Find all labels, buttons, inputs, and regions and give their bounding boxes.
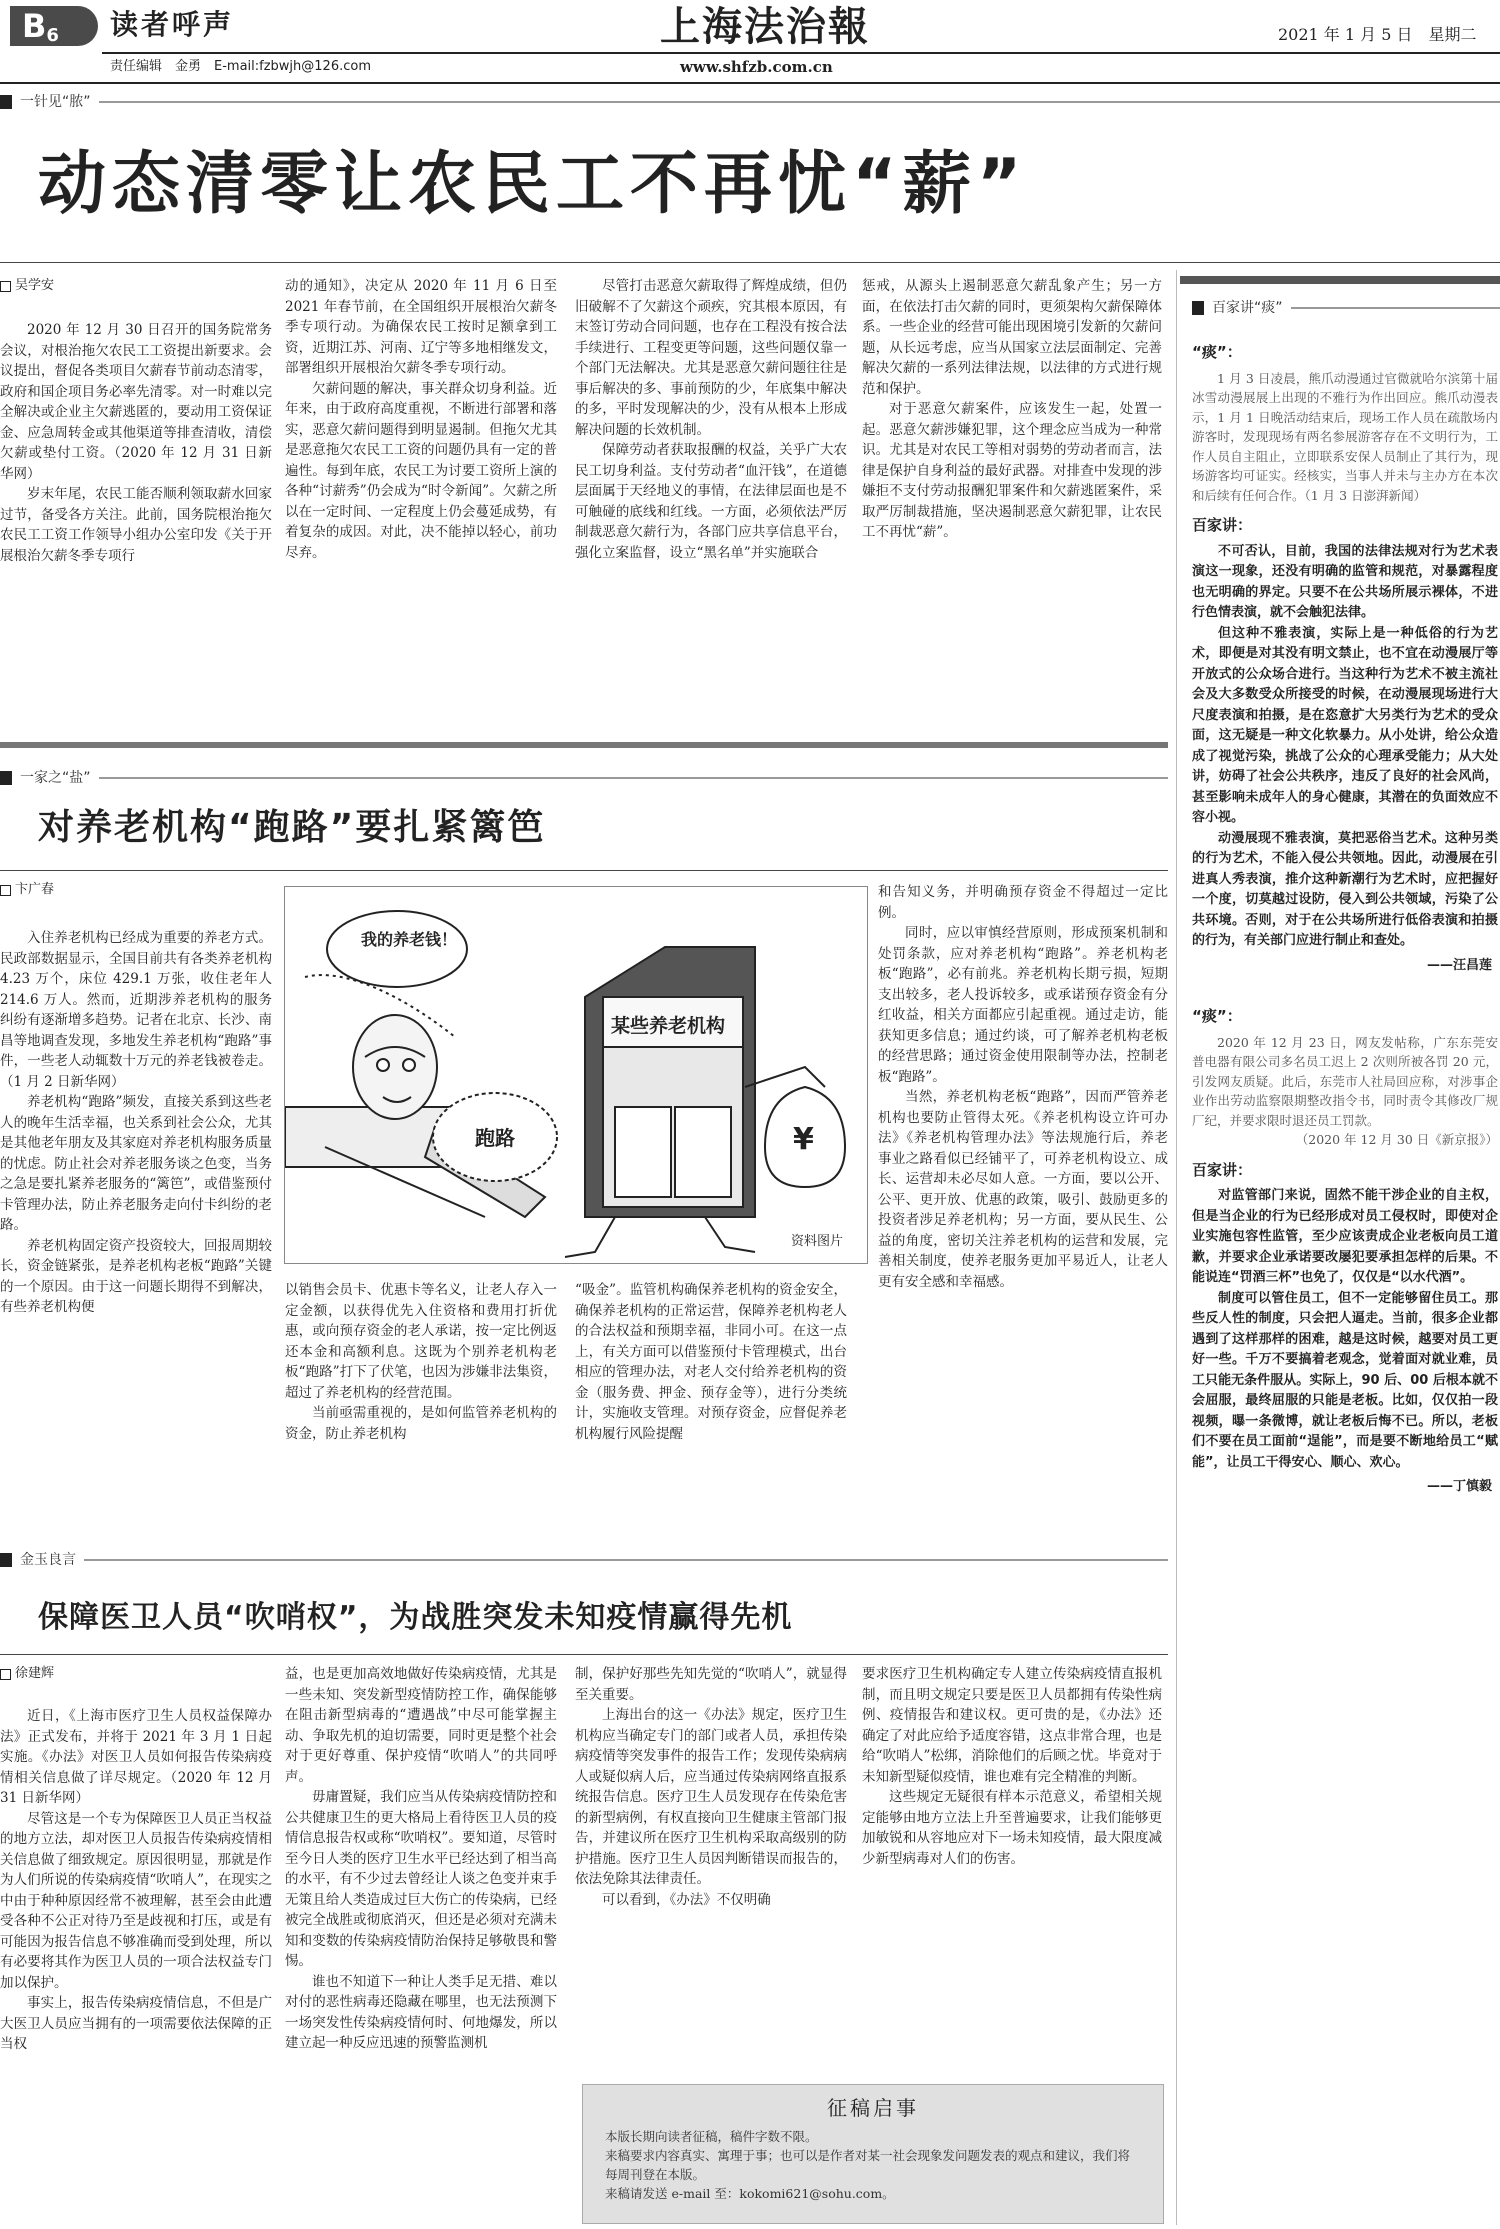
a1-column-2 bbox=[285, 276, 557, 750]
page-header bbox=[0, 0, 1500, 86]
a2-illustration bbox=[284, 886, 868, 1264]
cartoon-svg bbox=[285, 887, 869, 1265]
a2-byline bbox=[0, 880, 54, 901]
a2-paragraph: 和告知义务，并明确预存资金不得超过一定比例。 bbox=[878, 884, 1168, 921]
byline-square bbox=[0, 1669, 11, 1680]
a2-title: 对养老机构“跑路”要扎紧篱笆 bbox=[38, 807, 546, 848]
a3-column-1 bbox=[0, 1706, 272, 2226]
site-url: www.shfzb.com.cn bbox=[680, 58, 833, 76]
a1-author: 吴学安 bbox=[15, 278, 55, 293]
a2-title-rule bbox=[0, 870, 1168, 871]
a1-title: 动态清零让农民工不再忧“薪” bbox=[38, 145, 1028, 224]
sidebar-signature-1: ——汪昌莲 bbox=[1426, 957, 1492, 973]
a1-paragraph: 惩戒，从源头上遏制恶意欠薪乱象产生；另一方面，在依法打击欠薪的同时，更须架构欠薪保障体系。一些企业的经营可能出现困境引发新的欠薪问题，从长远考虑，应当从国家立法层面制定、完善解决欠薪的一系列法律法规，以法律的方式进行规范和保护。 bbox=[862, 278, 1162, 397]
cartoon-run-text: 跑路 bbox=[475, 1126, 515, 1150]
a3-column-3 bbox=[575, 1664, 847, 2084]
sidebar-top-rule bbox=[1180, 276, 1500, 284]
kicker-rule bbox=[84, 1559, 1168, 1561]
sidebar-comment-paragraph: 制度可以管住员工，但不一定能够留住员工。那些反人性的制度，只会把人逼走。当前，很多企业都遇到了这样那样的困难，越是这时候，越要对员工更好一些。千万不要搞着老观念，觉着面对就业难，员工只能无条件服从。实际上，90 后、00 后根本就不会屈服，最终屈服的只能是老板。比如，仅仅拍一段视频，曝一条微博，就让老板后悔不已。所以，老板们不要在员工面前“逞能”，而是要不断地给员工“赋能”，让员工干得安心、顺心、欢心。 bbox=[1192, 1290, 1498, 1470]
a3-paragraph: 事实上，报告传染病疫情信息，不但是广大医卫人员应当拥有的一项需要依法保障的正当权 bbox=[0, 1995, 272, 2052]
sidebar-kicker bbox=[1192, 298, 1500, 319]
a2-paragraph: 养老机构固定资产投资较大，回报周期较长，资金链紧张，是养老机构老板“跑路”关键的一个原因。由于这一问题长期得不到解决，有些养老机构便 bbox=[0, 1237, 272, 1315]
a3-title-rule bbox=[0, 1654, 1168, 1655]
a3-kicker-text: 金玉良言 bbox=[20, 1552, 76, 1568]
a3-paragraph: 可以看到，《办法》不仅明确 bbox=[602, 1891, 771, 1908]
a2-column-2 bbox=[285, 1280, 557, 1506]
sidebar-comment-2 bbox=[1192, 1186, 1498, 1473]
a3-column-4 bbox=[862, 1664, 1162, 2064]
sidebar-divider bbox=[1176, 270, 1177, 2225]
sidebar-quote-2-source: （2020 年 12 月 30 日《新京报》） bbox=[1295, 1132, 1498, 1147]
notice-paragraph: 来稿请发送 e-mail 至：kokomi621@sohu.com。 bbox=[605, 2186, 895, 2201]
sidebar-kicker-text: 百家讲“痰” bbox=[1212, 300, 1283, 316]
a2-paragraph: 同时，应以审慎经营原则，形成预案机制和处罚条款，应对养老机构“跑路”。养老机构老板“跑路”，必有前兆。养老机构长期亏损，短期支出较多，老人投诉较多，或承诺预存资金有分红收益，相关方面都应引起重视。通过走访，能获知更多信息；通过约谈，可了解养老机构老板的经营思路；通过资金使用限制等办法，控制老板“跑路”。 bbox=[878, 925, 1168, 1085]
a3-paragraph: 制，保护好那些先知先觉的“吹哨人”，就显得至关重要。 bbox=[575, 1666, 847, 1703]
page-num: 6 bbox=[46, 25, 59, 46]
notice-paragraph: 来稿要求内容真实、寓理于事；也可以是作者对某一社会现象发问题发表的观点和建议，我们将每周刊登在本版。 bbox=[605, 2148, 1131, 2182]
a1-paragraph: 保障劳动者获取报酬的权益，关乎广大农民工切身利益。支付劳动者“血汗钱”，在道德层面属于天经地义的事情，在法律层面也是不可触碰的底线和红线。一方面，必须依法严厉制裁恶意欠薪行为，各部门应共享信息平台，强化立案监督，设立“黑名单”并实施联合 bbox=[575, 442, 847, 561]
issue-date: 2021 年 1 月 5 日 星期二 bbox=[1278, 25, 1477, 44]
kicker-block bbox=[0, 1553, 12, 1567]
a2-column-4 bbox=[878, 882, 1168, 1506]
notice-title: 征稿启事 bbox=[827, 2096, 919, 2120]
a3-kicker bbox=[0, 1550, 1168, 1571]
editor-line: 责任编辑 金勇 E-mail:fzbwjh@126.com bbox=[110, 59, 371, 74]
sidebar-head-4: 百家讲： bbox=[1192, 1160, 1253, 1179]
a1-title-rule bbox=[0, 262, 1500, 263]
sidebar-head-1: “痰”： bbox=[1192, 343, 1242, 361]
notice-box bbox=[582, 2084, 1164, 2224]
sidebar-quote-2: 2020 年 12 月 23 日，网友发帖称，广东东莞安普电器有限公司多名员工迟上 2 次则所被各罚 20 元，引发网友质疑。此后，东莞市人社局回应称，对涉事企业作出劳动监察限期整改指令书，同时责令其修改厂规厂纪，并要求限时退还员工罚款。 bbox=[1192, 1034, 1498, 1128]
a1-paragraph: 尽管打击恶意欠薪取得了辉煌成绩，但仍旧破解不了欠薪这个顽疾，究其根本原因，有末签订劳动合同问题，也存在工程没有按合法手续进行、工程变更等问题，这些问题仅靠一个部门无法解决。尤其是恶意欠薪问题往往是事后解决的多、事前预防的少，年底集中解决的多，平时发现解决的少，没有从根本上形成解决问题的长效机制。 bbox=[575, 278, 847, 438]
kicker-rule bbox=[99, 101, 1500, 103]
paper-name-logo: 上海法治報 bbox=[660, 3, 870, 50]
a2-paragraph: 以销售会员卡、优惠卡等名义，让老人存入一定金额，以获得优先入住资格和费用打折优惠，或向预存资金的老人承诺，按一定比例返还本金和高额利息。这既为个别养老机构老板“跑路”打下了伏笔，也因为涉嫌非法集资，超过了养老机构的经营范围。 bbox=[285, 1282, 557, 1401]
a1-byline bbox=[0, 276, 54, 297]
a3-paragraph: 尽管这是一个专为保障医卫人员正当权益的地方立法，却对医卫人员报告传染病疫情相关信息做了细致规定。原因很明显，那就是作为人们所说的传染病疫情“吹哨人”，在现实之中由于种种原因经常不被理解，甚至会由此遭受各种不公正对待乃至是歧视和打压，或是有可能因为报告信息不够准确而受到处理，所以有必要将其作为医卫人员的一项合法权益专门加以保护。 bbox=[0, 1810, 272, 1991]
sidebar-content bbox=[1192, 332, 1498, 2226]
a2-author: 卞广春 bbox=[15, 882, 55, 897]
a3-paragraph: 上海出台的这一《办法》规定，医疗卫生机构应当确定专门的部门或者人员，承担传染病疫情等突发事件的报告工作；发现传染病病人或疑似病人后，应当通过传染病网络直报系统报告信息。医疗卫生人员发现存在传染危害的新型病例，有权直接向卫生健康主管部门报告，并建议所在医疗卫生机构采取高级别的防护措施。医疗卫生人员因判断错误而报告的，依法免除其法律责任。 bbox=[575, 1707, 847, 1887]
a3-paragraph: 谁也不知道下一种让人类手足无措、难以对付的恶性病毒还隐藏在哪里，也无法预测下一场突发性传染病疫情何时、何地爆发，所以建立起一种反应迅速的预警监测机 bbox=[285, 1973, 557, 2051]
byline-square bbox=[0, 885, 11, 896]
page-number-badge bbox=[10, 6, 98, 46]
sidebar-comment-paragraph: 不可否认，目前，我国的法律法规对行为艺术表演这一现象，还没有明确的监管和规范，对暴露程度也无明确的界定。只要不在公共场所展示裸体，不进行色情表演，就不会触犯法律。 bbox=[1192, 543, 1498, 620]
page-letter: B bbox=[22, 7, 47, 45]
cartoon-bubble-text: 我的养老钱！ bbox=[361, 930, 458, 949]
a3-paragraph: 毋庸置疑，我们应当从传染病疫情防控和公共健康卫生的更大格局上看待医卫人员的疫情信息报告权或称“吹哨权”。要知道，尽管时至今日人类的医疗卫生水平已经达到了相当高的水平，有不少过去曾经让人谈之色变并束手无策且给人类造成过巨大伤亡的传染病，已经被完全战胜或彻底消灭，但还是必须对充满未知和变数的传染病疫情防治保持足够敬畏和警惕。 bbox=[285, 1789, 557, 1969]
kicker-rule bbox=[1291, 307, 1500, 309]
sidebar-signature-2: ——丁慎毅 bbox=[1426, 1479, 1492, 1494]
header-rule bbox=[102, 52, 1500, 54]
sidebar-head-3: “痰”： bbox=[1192, 1007, 1242, 1025]
a2-kicker bbox=[0, 768, 1168, 789]
a1-paragraph: 欠薪问题的解决，事关群众切身利益。近年来，由于政府高度重视，不断进行部署和落实，恶意欠薪问题得到明显遏制。但拖欠尤其是恶意拖欠农民工工资的问题仍具有一定的普遍性。每到年底，农民工为讨要工资所上演的各种“讨薪秀”仍会成为“时令新闻”。欠薪之所以在一定时间、一定程度上仍会蔓延成势，有着复杂的成因。对此，决不能掉以轻心，前功尽弃。 bbox=[285, 380, 557, 561]
sidebar-quote-1: 1 月 3 日凌晨，熊爪动漫通过官微就哈尔滨第十届冰雪动漫展展上出现的不雅行为作出回应。熊爪动漫表示，1 月 1 日晚活动结束后，现场工作人员在疏散场内游客时，发现现场有两名参展游客存在不文明行为，工作人员自主阻止，立即联系安保人员制止了其行为，现场游客均可证实。经核实，当事人并未与主办方在本次和后续有任何合作。（1 月 3 日澎湃新闻） bbox=[1192, 370, 1498, 503]
kicker-block bbox=[0, 771, 12, 785]
sidebar-head-2: 百家讲： bbox=[1192, 516, 1253, 534]
section-divider-1 bbox=[0, 742, 1168, 748]
a2-column-3 bbox=[575, 1280, 847, 1506]
a2-caption: 资料图片 bbox=[791, 1234, 844, 1249]
a1-paragraph: 岁末年尾，农民工能否顺利领取薪水回家过节，备受各方关注。此前，国务院根治拖欠农民工工资工作领导小组办公室印发《关于开展根治欠薪冬季专项行 bbox=[0, 486, 272, 564]
a2-paragraph: 入住养老机构已经成为重要的养老方式。民政部数据显示，全国目前共有各类养老机构 4.23 万个，床位 429.1 万张，收住老年人 214.6 万人。然而，近期涉养老机构的服务纠纷有逐渐增多趋势。记者在北京、长沙、南昌等地调查发现，多地发生养老机构“跑路”事件，一些老人动辄数十万元的养老钱被卷走。（1 月 2 日新华网） bbox=[0, 930, 272, 1090]
a1-kicker bbox=[0, 92, 1500, 113]
a2-paragraph: 当然，养老机构老板“跑路”，因而严管养老机构也要防止管得太死。《养老机构设立许可办法》《养老机构管理办法》等法规施行后，养老事业之路看似已经铺平了，可养老机构设立、成长、运营却未必尽如人意。一方面，要以公开、公平、更开放、优惠的政策，吸引、鼓励更多的投资者涉足养老机构；另一方面，要从民生、公益的角度，密切关注养老机构的运营和发展，完善相关制度，使养老服务更加平易近人，让老人更有安全感和幸福感。 bbox=[878, 1089, 1168, 1290]
a1-paragraph: 2020 年 12 月 30 日召开的国务院常务会议，对根治拖欠农民工工资提出新要求。会议提出，督促各类项目欠薪春节前动态清零，政府和国企项目务必率先清零。对一时难以完全解决或企业主欠薪逃匿的，要动用工资保证金、应急周转金或其他渠道等排查清收，清偿欠薪或垫付工资。（2020 年 12 月 31 日新华网） bbox=[0, 322, 272, 482]
a3-paragraph: 益，也是更加高效地做好传染病疫情，尤其是一些未知、突发新型疫情防控工作，确保能够在阻击新型病毒的“遭遇战”中尽可能掌握主动、争取先机的迫切需要，同时更是整个社会对于更好尊重、保护疫情“吹哨人”的共同呼声。 bbox=[285, 1666, 557, 1785]
a3-paragraph: 这些规定无疑很有样本示范意义，希望相关规定能够由地方立法上升至普遍要求，让我们能够更加敏锐和从容地应对下一场未知疫情，最大限度减少新型病毒对人们的伤害。 bbox=[862, 1789, 1162, 1867]
kicker-block bbox=[1192, 301, 1204, 315]
a1-paragraph: 动的通知》，决定从 2020 年 11 月 6 日至 2021 年春节前，在全国组织开展根治欠薪冬季专项行动。为确保农民工按时足额拿到工资，近期江苏、河南、辽宁等多地相继发文，部署组织开展根治欠薪冬季专项行动。 bbox=[285, 278, 557, 376]
a2-paragraph: 当前亟需重视的，是如何监管养老机构的资金，防止养老机构 bbox=[285, 1405, 557, 1442]
header-rule-bottom bbox=[0, 82, 1500, 84]
a1-column-3 bbox=[575, 276, 847, 750]
a3-paragraph: 要求医疗卫生机构确定专人建立传染病疫情直报机制，而且明文规定只要是医卫人员都拥有传染性病例、疫情报告和建议权。更可贵的是，《办法》还确定了对此应给予适度容错，这点非常合理，也是给“吹哨人”松绑，消除他们的后顾之忧。毕竟对于未知新型疑似疫情，谁也难有完全精准的判断。 bbox=[862, 1666, 1162, 1785]
a1-column-4 bbox=[862, 276, 1162, 750]
sidebar-comment-paragraph: 动漫展现不雅表演，莫把恶俗当艺术。这种另类的行为艺术，不能入侵公共领地。因此，动漫展在引进真人秀表演，推介这种新潮行为艺术时，应把握好一个度，切莫越过设防，侵入到公共领域，污染了公共环境。否则，对于在公共场所进行低俗表演和拍摄的行为，有关部门应进行制止和查处。 bbox=[1192, 830, 1498, 948]
sidebar-comment-1 bbox=[1192, 542, 1498, 952]
a3-paragraph: 近日，《上海市医疗卫生人员权益保障办法》正式发布，并将于 2021 年 3 月 1 日起实施。《办法》对医卫人员如何报告传染病疫情相关信息做了详尽规定。（2020 年 12 月 31 日新华网） bbox=[0, 1708, 272, 1806]
kicker-rule bbox=[99, 777, 1168, 779]
a3-column-2 bbox=[285, 1664, 557, 2226]
a2-paragraph: “吸金”。监管机构确保养老机构的资金安全，确保养老机构的正常运营，保障养老机构老人的合法权益和预期幸福，非同小可。在这一点上，有关方面可以借鉴预付卡管理模式，出台相应的管理办法，对老人交付给养老机构的资金（服务费、押金、预存金等），进行分类统计，实施收支管理。对预存资金，应督促养老机构履行风险提醒 bbox=[575, 1282, 847, 1442]
a2-paragraph: 养老机构“跑路”频发，直接关系到这些老人的晚年生活幸福，也关系到社会公众，尤其是其他老年朋友及其家庭对养老机构服务质量的忧虑。防止社会对养老服务谈之色变，当务之急是要扎紧养老服务的“篱笆”，或借鉴预付卡管理办法，防止养老服务走向付卡纠纷的老路。 bbox=[0, 1094, 272, 1233]
sidebar-comment-paragraph: 对监管部门来说，固然不能干涉企业的自主权，但是当企业的行为已经形成对员工侵权时，即使对企业实施包容性监管，至少应该责成企业老板向员工道歉，并要求企业承诺要改屡犯要承担怎样的后果。不能说连“罚酒三杯”也免了，仅仅是“以水代酒”。 bbox=[1192, 1188, 1498, 1285]
money-bag-icon: ¥ bbox=[793, 1122, 814, 1157]
notice-body bbox=[605, 2127, 1141, 2203]
notice-paragraph: 本版长期向读者征稿，稿件字数不限。 bbox=[605, 2129, 818, 2144]
a1-kicker-text: 一针见“脓” bbox=[20, 94, 91, 110]
a2-kicker-text: 一家之“盐” bbox=[20, 770, 91, 786]
a2-column-1 bbox=[0, 928, 272, 1506]
cartoon-sign-text: 某些养老机构 bbox=[611, 1015, 726, 1037]
byline-square bbox=[0, 281, 11, 292]
a1-paragraph: 对于恶意欠薪案件，应该发生一起，处置一起。恶意欠薪涉嫌犯罪，这个理念应当成为一种常识。尤其是对农民工等相对弱势的劳动者而言，法律是保护自身利益的最好武器。对排查中发现的涉嫌拒不支付劳动报酬犯罪案件和欠薪逃匿案件，采取严厉制裁措施，坚决遏制恶意欠薪犯罪，让农民工不再忧“薪”。 bbox=[862, 401, 1162, 540]
a3-author: 徐建辉 bbox=[15, 1666, 55, 1681]
section-name: 读者呼声 bbox=[110, 8, 235, 41]
a1-column-1 bbox=[0, 320, 272, 750]
sidebar-comment-paragraph: 但这种不雅表演，实际上是一种低俗的行为艺术，即便是对其没有明文禁止，也不宜在动漫展厅等开放式的公众场合进行。当这种行为艺术不被主流社会及大多数受众所接受的时候，在动漫展现场进行大尺度表演和拍摄，是在恣意扩大另类行为艺术的受众面，这无疑是一种文化软暴力。从小处讲，给公众造成了视觉污染，挑战了公众的心理承受能力；从大处讲，妨碍了社会公共秩序，违反了良好的社会风尚，甚至影响未成年人的身心健康，其潜在的负面效应不容小视。 bbox=[1192, 625, 1498, 825]
a3-title: 保障医卫人员“吹哨权”，为战胜突发未知疫情赢得先机 bbox=[38, 1600, 793, 1635]
a3-byline bbox=[0, 1664, 54, 1685]
kicker-block bbox=[0, 95, 12, 109]
